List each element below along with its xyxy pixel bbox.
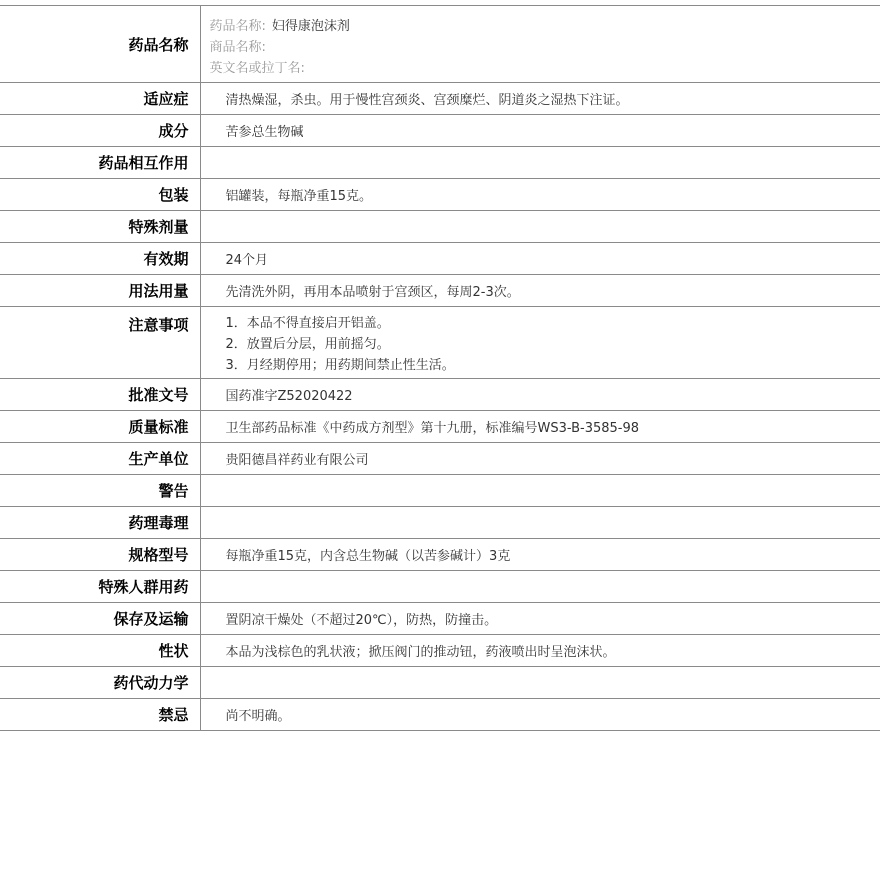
precaution-item: 2．放置后分层，用前摇匀。 — [225, 337, 390, 352]
row-label-warning: 警告 — [0, 475, 200, 507]
row-label-special-dosage: 特殊剂量 — [0, 211, 200, 243]
row-label-ingredients: 成分 — [0, 115, 200, 147]
row-label-precautions: 注意事项 — [0, 307, 200, 379]
row-label-pharmacology: 药理毒理 — [0, 507, 200, 539]
row-label-specification: 规格型号 — [0, 539, 200, 571]
table-row — [0, 475, 880, 507]
row-value-specification: 每瓶净重15克，内含总生物碱（以苦参碱计）3克 — [200, 539, 880, 571]
row-label-pharmacokinetics: 药代动力学 — [0, 667, 200, 699]
row-value-usage: 先清洗外阴，再用本品喷射于宫颈区，每周2-3次。 — [200, 275, 880, 307]
row-value-ingredients: 苦参总生物碱 — [200, 115, 880, 147]
table-row — [0, 699, 880, 731]
row-label-standard: 质量标准 — [0, 411, 200, 443]
table-row — [0, 275, 880, 307]
table-row — [0, 539, 880, 571]
drug-name-value: 妇得康泡沫剂 — [271, 19, 350, 34]
table-row — [0, 635, 880, 667]
precaution-item: 1．本品不得直接启开铝盖。 — [225, 316, 390, 331]
row-value-standard: 卫生部药品标准《中药成方剂型》第十九册，标准编号WS3-B-3585-98 — [200, 411, 880, 443]
table-row — [0, 6, 880, 83]
row-label-packaging: 包装 — [0, 179, 200, 211]
row-label-special-population: 特殊人群用药 — [0, 571, 200, 603]
trade-name-line — [210, 37, 880, 58]
row-value-approval: 国药准字Z52020422 — [200, 379, 880, 411]
row-value-special-dosage — [200, 211, 880, 243]
table-row — [0, 147, 880, 179]
row-value-pharmacokinetics — [200, 667, 880, 699]
row-label-indications: 适应症 — [0, 83, 200, 115]
table-row — [0, 307, 880, 379]
table-row — [0, 603, 880, 635]
table-row — [0, 667, 880, 699]
row-label-usage: 用法用量 — [0, 275, 200, 307]
row-label-manufacturer: 生产单位 — [0, 443, 200, 475]
drug-name-cell — [200, 6, 880, 83]
row-label-storage: 保存及运输 — [0, 603, 200, 635]
row-value-pharmacology — [200, 507, 880, 539]
drug-name-line — [210, 16, 880, 37]
table-row — [0, 83, 880, 115]
table-row — [0, 379, 880, 411]
row-value-special-population — [200, 571, 880, 603]
latin-name-label: 英文名或拉丁名: — [209, 61, 305, 76]
row-value-packaging: 铝罐装，每瓶净重15克。 — [200, 179, 880, 211]
row-value-precautions — [200, 307, 880, 379]
table-row — [0, 115, 880, 147]
row-value-storage: 置阴凉干燥处（不超过20℃），防热，防撞击。 — [200, 603, 880, 635]
row-value-shelf-life: 24个月 — [200, 243, 880, 275]
table-row — [0, 179, 880, 211]
drug-name-label: 药品名称: — [209, 19, 266, 34]
table-row — [0, 411, 880, 443]
precaution-item: 3．月经期停用；用药期间禁止性生活。 — [225, 358, 455, 373]
row-value-indications: 清热燥湿，杀虫。用于慢性宫颈炎、宫颈糜烂、阴道炎之湿热下注证。 — [200, 83, 880, 115]
row-value-contraindications: 尚不明确。 — [200, 699, 880, 731]
table-row — [0, 571, 880, 603]
row-value-warning — [200, 475, 880, 507]
row-label-description: 性状 — [0, 635, 200, 667]
table-row — [0, 507, 880, 539]
table-row — [0, 243, 880, 275]
row-label-approval: 批准文号 — [0, 379, 200, 411]
table-row — [0, 443, 880, 475]
trade-name-label: 商品名称: — [209, 40, 266, 55]
row-value-description: 本品为浅棕色的乳状液；掀压阀门的推动钮，药液喷出时呈泡沫状。 — [200, 635, 880, 667]
row-label-interactions: 药品相互作用 — [0, 147, 200, 179]
row-value-interactions — [200, 147, 880, 179]
row-value-manufacturer: 贵阳德昌祥药业有限公司 — [200, 443, 880, 475]
row-label-shelf-life: 有效期 — [0, 243, 200, 275]
table-row — [0, 211, 880, 243]
row-label-drug-name: 药品名称 — [0, 6, 200, 83]
row-label-contraindications: 禁忌 — [0, 699, 200, 731]
latin-name-line — [210, 58, 880, 79]
drug-info-table — [0, 5, 880, 731]
